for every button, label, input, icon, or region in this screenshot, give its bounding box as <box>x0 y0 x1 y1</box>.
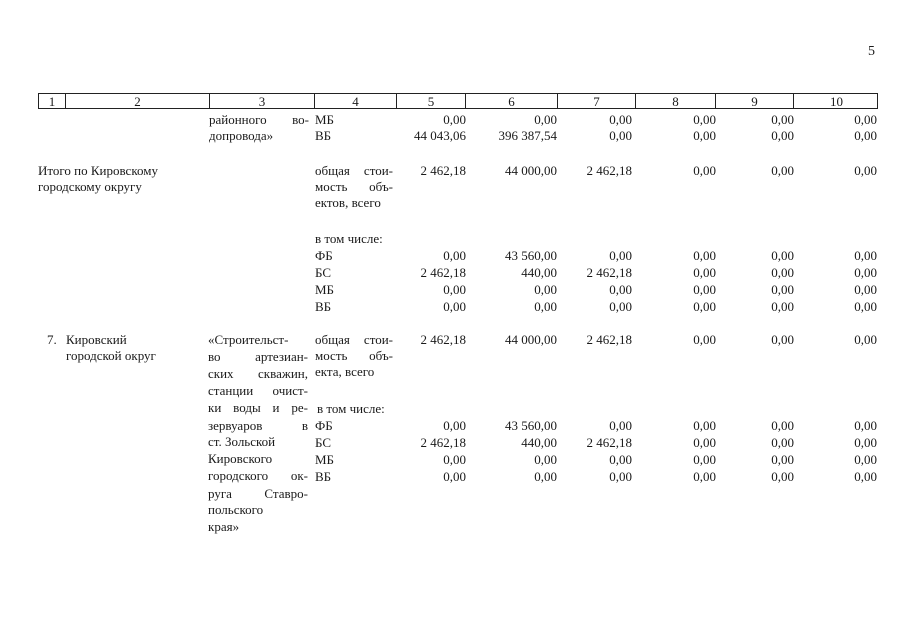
value-cell: 0,00 <box>771 282 794 297</box>
funding-source-label: МБ <box>315 282 335 297</box>
value-cell: 2 462,18 <box>586 332 632 347</box>
value-cell: 0,00 <box>854 282 877 297</box>
funding-source-label: ФБ <box>315 418 333 433</box>
value-cell: 2 462,18 <box>420 435 466 450</box>
header-col-5: 5 <box>397 94 466 108</box>
municipality-name-line: Кировский <box>66 332 127 347</box>
value-cell: 0,00 <box>771 452 794 467</box>
header-col-6: 6 <box>466 94 558 108</box>
value-cell: 44 043,06 <box>414 128 466 143</box>
value-cell: 0,00 <box>854 435 877 450</box>
header-col-9: 9 <box>716 94 794 108</box>
value-cell: 0,00 <box>771 299 794 314</box>
funding-source-label: БС <box>315 435 332 450</box>
value-cell: 0,00 <box>609 452 632 467</box>
object-name-line: во артезиан- <box>208 349 308 364</box>
header-col-8: 8 <box>636 94 716 108</box>
object-name-line: районного во- <box>209 112 309 127</box>
value-cell: 0,00 <box>854 112 877 127</box>
value-cell: 0,00 <box>854 452 877 467</box>
value-cell: 0,00 <box>693 435 716 450</box>
total-main-label-line: общая стои- <box>315 163 393 178</box>
total-main-label-line: ектов, всего <box>315 195 381 210</box>
value-cell: 0,00 <box>534 112 557 127</box>
object-name-line: зервуаров в <box>208 418 308 433</box>
value-cell: 2 462,18 <box>420 332 466 347</box>
total-subheading: в том числе: <box>315 231 383 246</box>
header-col-10: 10 <box>830 94 843 109</box>
value-cell: 0,00 <box>854 163 877 178</box>
value-cell: 43 560,00 <box>505 418 557 433</box>
value-cell: 0,00 <box>854 128 877 143</box>
table-header-row <box>38 93 878 109</box>
value-cell: 0,00 <box>771 265 794 280</box>
value-cell: 0,00 <box>609 418 632 433</box>
value-cell: 0,00 <box>693 418 716 433</box>
total-main-label-line: мость объ- <box>315 179 393 194</box>
municipality-name-line: городской округ <box>66 348 156 363</box>
object-name-line: городского ок- <box>208 468 308 483</box>
value-cell: 0,00 <box>609 469 632 484</box>
value-cell: 0,00 <box>534 469 557 484</box>
object-name-line: станции очист- <box>208 383 308 398</box>
value-cell: 0,00 <box>443 112 466 127</box>
value-cell: 0,00 <box>534 282 557 297</box>
header-col-1: 1 <box>39 94 66 108</box>
item7-main-label-line: мость объ- <box>315 348 393 363</box>
page-number: 5 <box>868 44 875 59</box>
value-cell: 0,00 <box>443 299 466 314</box>
funding-source-label: МБ <box>315 452 335 467</box>
value-cell: 440,00 <box>521 435 557 450</box>
funding-source-label: ВБ <box>315 469 332 484</box>
object-name-line: ских скважин, <box>208 366 308 381</box>
value-cell: 0,00 <box>771 248 794 263</box>
value-cell: 0,00 <box>443 469 466 484</box>
value-cell: 43 560,00 <box>505 248 557 263</box>
value-cell: 0,00 <box>693 248 716 263</box>
value-cell: 0,00 <box>693 282 716 297</box>
item7-subheading: в том числе: <box>317 401 385 416</box>
value-cell: 44 000,00 <box>505 332 557 347</box>
object-name-line: края» <box>208 519 240 534</box>
funding-source-label: БС <box>315 265 332 280</box>
value-cell: 0,00 <box>771 163 794 178</box>
value-cell: 0,00 <box>693 265 716 280</box>
value-cell: 0,00 <box>854 418 877 433</box>
value-cell: 44 000,00 <box>505 163 557 178</box>
object-name-line: ст. Зольской <box>208 434 276 449</box>
value-cell: 396 387,54 <box>498 128 557 143</box>
funding-source-label: ВБ <box>315 299 332 314</box>
value-cell: 0,00 <box>443 452 466 467</box>
object-name-line: «Строительст- <box>208 332 289 347</box>
value-cell: 0,00 <box>693 469 716 484</box>
header-col-7: 7 <box>558 94 636 108</box>
value-cell: 440,00 <box>521 265 557 280</box>
value-cell: 0,00 <box>771 128 794 143</box>
funding-source-label: МБ <box>315 112 335 127</box>
value-cell: 0,00 <box>771 418 794 433</box>
value-cell: 0,00 <box>854 248 877 263</box>
header-col-4: 4 <box>315 94 397 108</box>
value-cell: 0,00 <box>771 112 794 127</box>
funding-source-label: ФБ <box>315 248 333 263</box>
value-cell: 0,00 <box>693 299 716 314</box>
value-cell: 0,00 <box>609 248 632 263</box>
total-title-line: Итого по Кировскому <box>38 163 158 178</box>
value-cell: 0,00 <box>609 112 632 127</box>
header-col-3: 3 <box>210 94 315 108</box>
value-cell: 0,00 <box>854 299 877 314</box>
value-cell: 0,00 <box>693 112 716 127</box>
value-cell: 0,00 <box>854 332 877 347</box>
value-cell: 0,00 <box>693 128 716 143</box>
value-cell: 0,00 <box>693 332 716 347</box>
value-cell: 0,00 <box>534 299 557 314</box>
value-cell: 0,00 <box>443 282 466 297</box>
object-name-line: руга Ставро- <box>208 486 308 501</box>
item-number: 7. <box>47 332 57 347</box>
value-cell: 2 462,18 <box>586 163 632 178</box>
object-name-line: допровода» <box>209 128 274 143</box>
total-title-line: городскому округу <box>38 179 142 194</box>
value-cell: 0,00 <box>854 469 877 484</box>
value-cell: 2 462,18 <box>586 435 632 450</box>
value-cell: 0,00 <box>771 332 794 347</box>
value-cell: 2 462,18 <box>420 163 466 178</box>
header-col-2: 2 <box>66 94 210 108</box>
item7-main-label-line: общая стои- <box>315 332 393 347</box>
item7-main-label-line: екта, всего <box>315 364 375 379</box>
funding-source-label: ВБ <box>315 128 332 143</box>
object-name-line: польского <box>208 502 264 517</box>
value-cell: 0,00 <box>534 452 557 467</box>
value-cell: 0,00 <box>693 452 716 467</box>
value-cell: 0,00 <box>443 418 466 433</box>
value-cell: 0,00 <box>609 282 632 297</box>
value-cell: 0,00 <box>771 435 794 450</box>
value-cell: 0,00 <box>854 265 877 280</box>
value-cell: 2 462,18 <box>420 265 466 280</box>
value-cell: 0,00 <box>609 299 632 314</box>
value-cell: 0,00 <box>609 128 632 143</box>
value-cell: 0,00 <box>771 469 794 484</box>
value-cell: 0,00 <box>693 163 716 178</box>
value-cell: 2 462,18 <box>586 265 632 280</box>
value-cell: 0,00 <box>443 248 466 263</box>
object-name-line: Кировского <box>208 451 273 466</box>
object-name-line: ки воды и ре- <box>208 400 308 415</box>
